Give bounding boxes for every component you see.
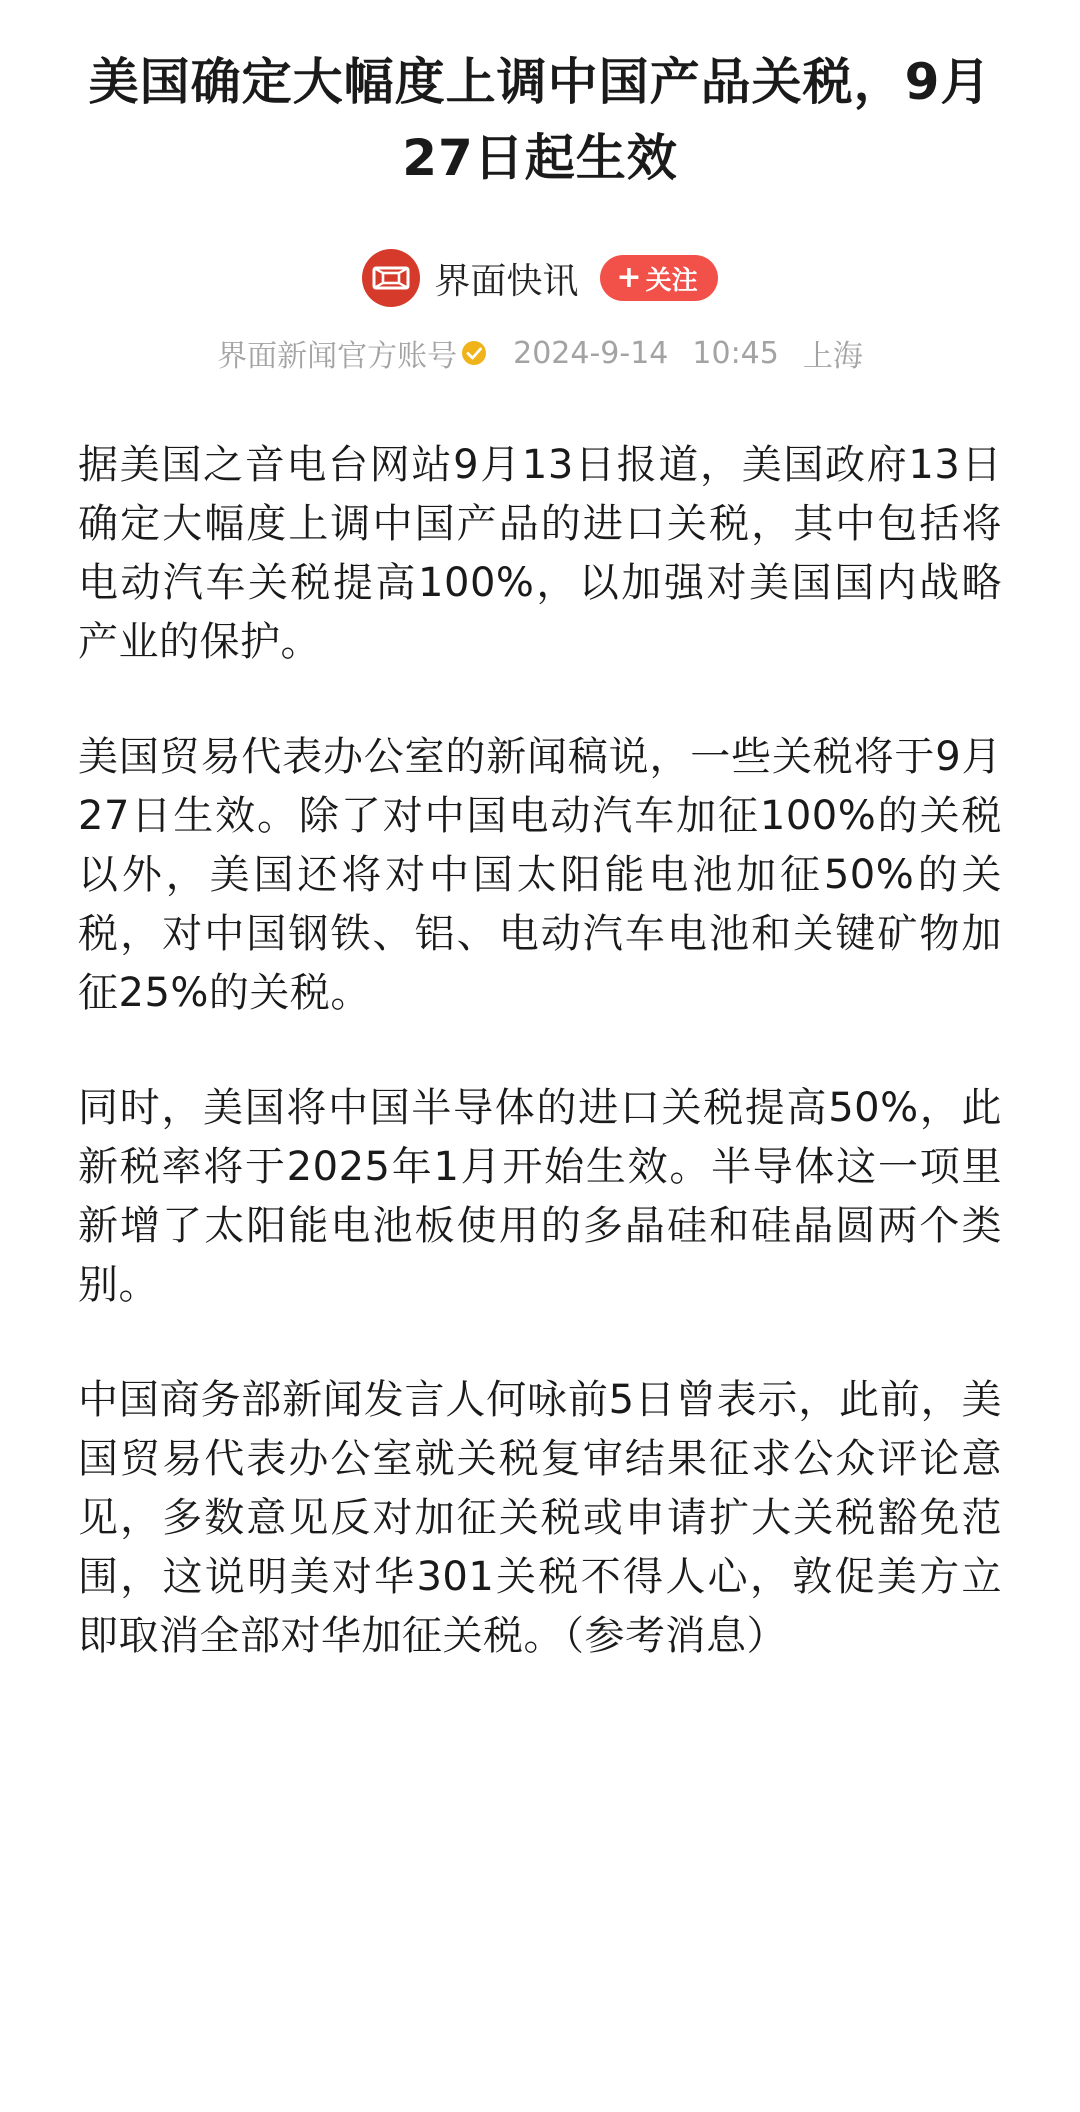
article-title: 美国确定大幅度上调中国产品关税，9月27日起生效: [88, 53, 992, 187]
follow-button[interactable]: [600, 255, 717, 301]
article-paragraph: 同时，美国将中国半导体的进口关税提高50%，此新税率将于2025年1月开始生效。半导体这一项里新增了太阳能电池板使用的多晶硅和硅晶圆两个类别。: [78, 1085, 1002, 1308]
article-meta: [78, 332, 1002, 374]
publish-time: 10:45: [692, 335, 779, 371]
verified-badge-icon: [461, 340, 487, 366]
jiemian-logo-icon: [371, 264, 411, 292]
article-body: [78, 436, 1002, 1666]
publish-location: 上海: [802, 339, 863, 374]
plus-icon: +: [616, 260, 642, 295]
author-name[interactable]: 界面快讯: [434, 260, 579, 302]
account-type: 界面新闻官方账号: [217, 339, 458, 374]
author-avatar[interactable]: [362, 249, 420, 307]
article-paragraph: 据美国之音电台网站9月13日报道，美国政府13日确定大幅度上调中国产品的进口关税，其中包括将电动汽车关税提高100%，以加强对美国国内战略产业的保护。: [78, 442, 1002, 665]
publish-date: 2024-9-14: [513, 335, 669, 371]
article-paragraph: 中国商务部新闻发言人何咏前5日曾表示，此前，美国贸易代表办公室就关税复审结果征求公众评论意见，多数意见反对加征关税或申请扩大关税豁免范围，这说明美对华301关税不得人心，敦促美方立即取消全部对华加征关税。（参考消息）: [78, 1377, 1002, 1659]
article-paragraph: 美国贸易代表办公室的新闻稿说，一些关税将于9月27日生效。除了对中国电动汽车加征100%的关税以外，美国还将对中国太阳能电池加征50%的关税，对中国钢铁、铝、电动汽车电池和关键矿物加征25%的关税。: [78, 734, 1002, 1016]
author-row: [78, 248, 1002, 308]
follow-label: 关注: [645, 265, 698, 296]
